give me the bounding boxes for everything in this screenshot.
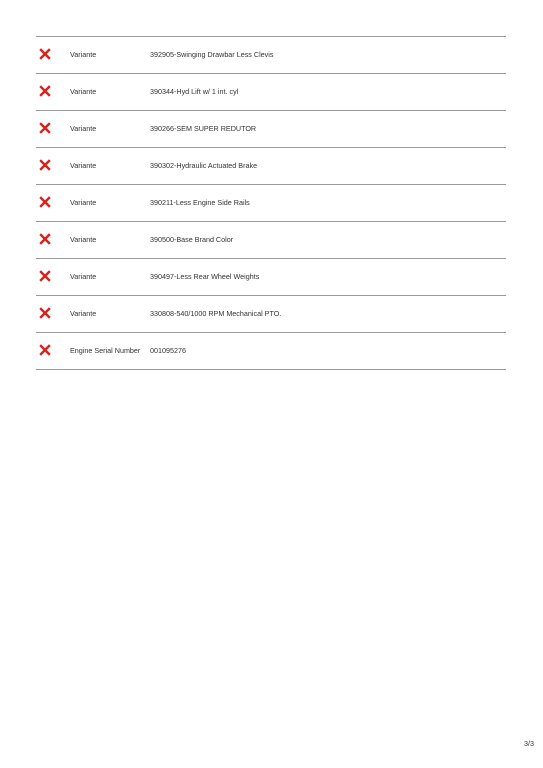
- table-row: [36, 148, 506, 185]
- table-row: [36, 296, 506, 333]
- row-label: Variante: [70, 50, 97, 59]
- specification-table: [36, 36, 506, 370]
- row-label: Variante: [70, 161, 97, 170]
- cross-icon: [39, 48, 51, 60]
- row-value: 390497-Less Rear Wheel Weights: [150, 272, 260, 281]
- table-row: [36, 222, 506, 259]
- row-label: Variante: [70, 309, 97, 318]
- row-label: Engine Serial Number: [70, 346, 141, 355]
- table-row: [36, 185, 506, 222]
- cross-icon: [39, 307, 51, 319]
- row-value: 390211-Less Engine Side Rails: [150, 198, 250, 207]
- table-row: [36, 37, 506, 74]
- row-label: Variante: [70, 87, 97, 96]
- row-value: 390344-Hyd Lift w/ 1 int. cyl: [150, 87, 239, 96]
- cross-icon: [39, 122, 51, 134]
- cross-icon: [39, 85, 51, 97]
- cross-icon: [39, 270, 51, 282]
- cross-icon: [39, 159, 51, 171]
- table-row: [36, 111, 506, 148]
- row-value: 390266-SEM SUPER REDUTOR: [150, 124, 257, 133]
- cross-icon: [39, 196, 51, 208]
- row-label: Variante: [70, 235, 97, 244]
- row-value: 390500-Base Brand Color: [150, 235, 234, 244]
- row-label: Variante: [70, 124, 97, 133]
- cross-icon: [39, 233, 51, 245]
- row-value: 392905-Swinging Drawbar Less Clevis: [150, 50, 274, 59]
- table-row: [36, 259, 506, 296]
- row-value: 390302-Hydraulic Actuated Brake: [150, 161, 258, 170]
- table-row: [36, 333, 506, 370]
- row-value: 001095276: [150, 346, 186, 355]
- row-label: Variante: [70, 272, 97, 281]
- cross-icon: [39, 344, 51, 356]
- page-number: 3/3: [524, 739, 534, 748]
- row-label: Variante: [70, 198, 97, 207]
- row-value: 330808-540/1000 RPM Mechanical PTO.: [150, 309, 282, 318]
- table-row: [36, 74, 506, 111]
